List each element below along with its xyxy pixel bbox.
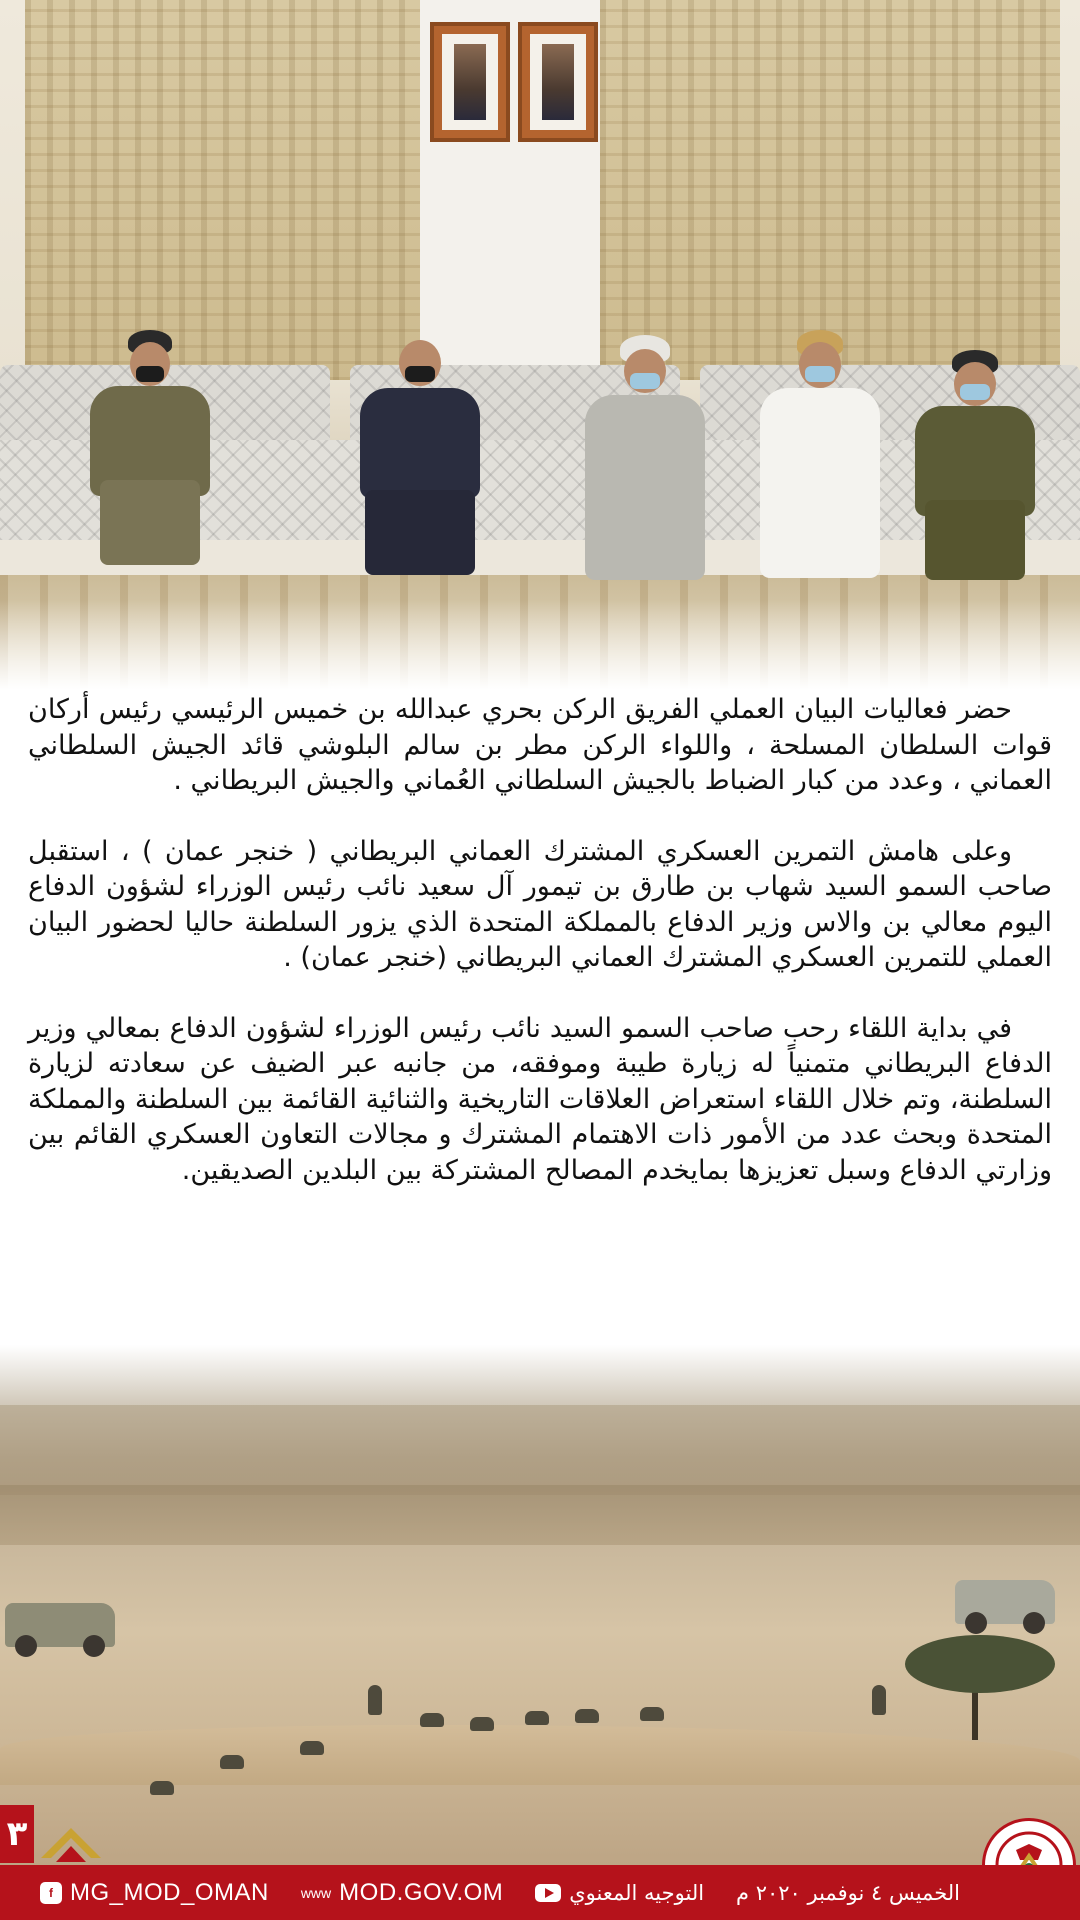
acacia-tree-canopy [905, 1635, 1055, 1693]
soldier-9 [220, 1755, 244, 1769]
footer-date: الخميس ٤ نوفمبر ٢٠٢٠ م [736, 1880, 960, 1905]
seated-person-1 [80, 330, 220, 570]
mid-ridge [0, 1485, 1080, 1545]
social-media-icon: f [40, 1882, 62, 1904]
foreground-berm [0, 1725, 1080, 1785]
footer-date-group [736, 1881, 960, 1905]
footer-website-prefix: www [300, 1884, 332, 1901]
soldier-5 [525, 1711, 549, 1725]
portrait-frame-left [430, 22, 510, 142]
footer-website-url: MOD.GOV.OM [339, 1878, 504, 1906]
soldier-10 [150, 1781, 174, 1795]
article-paragraph-2: وعلى هامش التمرين العسكري المشترك العماني البريطاني ( خنجر عمان ) ، استقبل صاحب السمو السيد شهاب بن طارق بن تيمور آل سعيد نائب رئيس الوزراء لشؤون الدفاع اليوم معالي بن والاس وزير الدفاع بالمملكة المتحدة الذي يزور السلطنة حاليا لحضور البيان العملي للتمرين العسكري المشترك العماني البريطاني (خنجر عمان) . [28, 835, 1052, 973]
article-paragraph-3: في بداية اللقاء رحب صاحب السمو السيد نائب رئيس الوزراء لشؤون الدفاع بمعالي وزير الدفاع البريطاني متمنياً له زيارة طيبة وموفقه، من جانبه عبر الضيف عن سعادته لزيارة السلطنة، وتم خلال اللقاء استعراض العلاقات التاريخية والثنائية القائمة بين السلطنة والمملكة المتحدة وبحث عدد من الأمور ذات الاهتمام المشترك و مجالات التعاون العسكري القائم بين وزارتي الدفاع وسبل تعزيزها بمايخدم المصالح المشتركة بين البلدين الصديقين. [28, 1012, 1052, 1186]
seated-person-5 [910, 350, 1040, 585]
photo-fade [0, 600, 1080, 690]
footer-department[interactable] [535, 1881, 704, 1905]
soldier-3 [420, 1713, 444, 1727]
curtain-left [25, 0, 425, 380]
meeting-photo [0, 0, 1080, 690]
soldier-1 [368, 1685, 382, 1715]
military-vehicle-right [955, 1580, 1055, 1624]
youtube-icon [535, 1884, 561, 1902]
desert-exercise-photo [0, 1345, 1080, 1865]
footer-website[interactable] [301, 1879, 503, 1907]
soldier-2 [872, 1685, 886, 1715]
footer-social[interactable] [40, 1879, 269, 1907]
article-body [28, 692, 1052, 1223]
soldier-8 [300, 1741, 324, 1755]
military-vehicle-left [5, 1603, 115, 1647]
soldier-7 [640, 1707, 664, 1721]
soldier-6 [575, 1709, 599, 1723]
footer-social-handle: MG_MOD_OMAN [70, 1878, 269, 1906]
distant-ridge [0, 1405, 1080, 1495]
seated-person-3 [580, 335, 710, 585]
soldier-4 [470, 1717, 494, 1731]
page-number: ٣ [0, 1805, 34, 1863]
seated-person-4 [755, 330, 885, 585]
ribbon-icon [36, 1818, 106, 1866]
footer-bar [0, 1865, 1080, 1920]
portrait-frame-right [518, 22, 598, 142]
curtain-right [600, 0, 1060, 380]
article-paragraph-1: حضر فعاليات البيان العملي الفريق الركن بحري عبدالله بن خميس الرئيسي رئيس أركان قوات السلطان المسلحة ، واللواء الركن مطر بن سالم البلوشي قائد الجيش السلطاني العماني ، وعدد من كبار الضباط بالجيش السلطاني العُماني والجيش البريطاني . [28, 694, 1052, 796]
footer-department-label: التوجيه المعنوي [569, 1880, 705, 1905]
seated-person-2 [355, 340, 485, 580]
